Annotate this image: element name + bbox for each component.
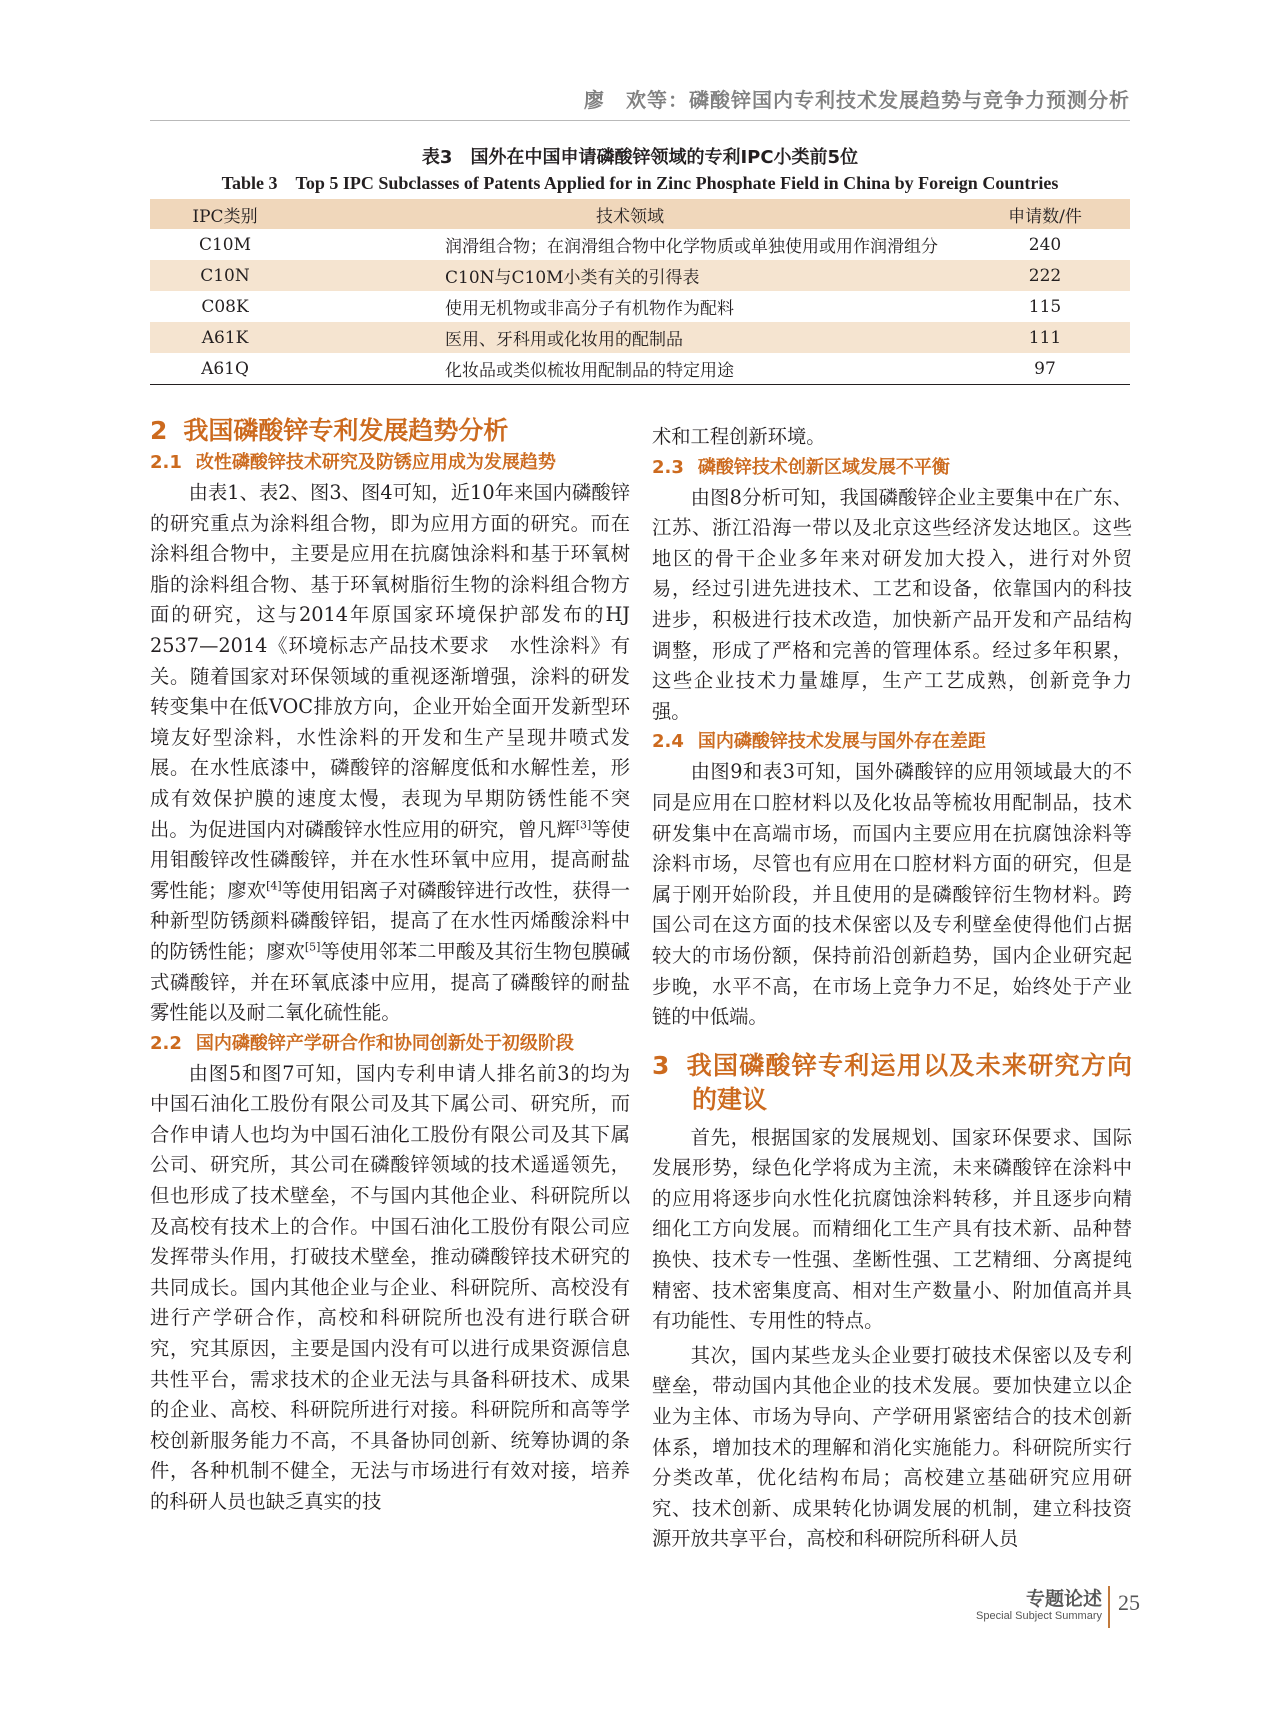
table-row xyxy=(150,229,1130,260)
section-2-4-heading xyxy=(652,727,1132,757)
section-title: 我国磷酸锌专利运用以及未来研究方向的建议 xyxy=(685,1050,1132,1114)
cell-count: 97 xyxy=(1034,358,1056,379)
section-title: 国内磷酸锌产学研合作和协同创新处于初级阶段 xyxy=(195,1032,574,1054)
footer-section-zh: 专题论述 xyxy=(1025,1588,1102,1610)
cell-ipc: C10N xyxy=(150,260,300,291)
section-2-3-heading xyxy=(652,453,1132,483)
section-3-heading xyxy=(652,1049,1132,1117)
table-row xyxy=(150,291,1130,322)
cell-count: 111 xyxy=(960,322,1130,353)
cell-field: 化妆品或类似梳妆用配制品的特定用途 xyxy=(445,361,734,381)
paragraph-2-4: 由图9和表3可知，国外磷酸锌的应用领域最大的不同是应用在口腔材料以及化妆品等梳妆用配制品，技术研发集中在高端市场，而国内主要应用在抗腐蚀涂料等涂料市场，尽管也有应用在口腔材料方面的研究，但是属于刚开始阶段，并且使用的是磷酸锌衍生物材料。跨国公司在这方面的技术保密以及专利壁垒使得他们占据较大的市场份额，保持前沿创新趋势，国内企业研究起步晚，水平不高，在市场上竞争力不足，始终处于产业链的中低端。 xyxy=(652,760,1132,1029)
cell-count: 115 xyxy=(1028,296,1062,317)
citation-ref: [5] xyxy=(304,940,321,954)
section-title: 我国磷酸锌专利发展趋势分析 xyxy=(183,416,509,445)
page-number: 25 xyxy=(1118,1590,1140,1615)
column-header-ipc: IPC类别 xyxy=(150,199,300,229)
column-header-field: 技术领域 xyxy=(300,199,960,229)
section-number: 2 xyxy=(150,416,168,445)
paragraph-3-first: 首先，根据国家的发展规划、国家环保要求、国际发展形势，绿色化学将成为主流，未来磷酸锌在涂料中的应用将逐步向水性化抗腐蚀涂料转移，并且逐步向精细化工方向发展。而精细化工生产具有技术新、品种替换快、技术专一性强、垄断性强、工艺精细、分离提纯精密、技术密集度高、相对生产数量小、附加值高并具有功能性、专用性的特点。 xyxy=(652,1125,1132,1333)
section-2-heading xyxy=(150,414,630,448)
section-number: 2.3 xyxy=(652,456,684,478)
left-column xyxy=(150,414,630,1518)
cell-field: 润滑组合物；在润滑组合物中化学物质或单独使用或用作润滑组分 xyxy=(445,237,938,257)
cell-field: 医用、牙科用或化妆用的配制品 xyxy=(300,322,960,353)
cell-field: 使用无机物或非高分子有机物作为配料 xyxy=(445,299,734,319)
cell-count: 222 xyxy=(960,260,1130,291)
cell-ipc: C10M xyxy=(198,234,252,255)
section-number: 2.2 xyxy=(150,1032,182,1054)
column-header-count: 申请数/件 xyxy=(960,199,1130,229)
citation-ref: [4] xyxy=(266,879,282,893)
right-column xyxy=(652,422,1132,1555)
cell-count: 240 xyxy=(1028,234,1062,255)
ipc-table xyxy=(150,199,1130,385)
section-title: 磷酸锌技术创新区域发展不平衡 xyxy=(697,456,950,478)
table-caption-zh: 表3 国外在中国申请磷酸锌领域的专利IPC小类前5位 xyxy=(421,147,859,168)
running-header xyxy=(150,84,1130,121)
section-title: 改性磷酸锌技术研究及防锈应用成为发展趋势 xyxy=(195,452,556,473)
cell-ipc: A61K xyxy=(150,322,300,353)
section-number: 2.1 xyxy=(150,452,182,473)
paragraph-2-2: 由图5和图7可知，国内专利申请人排名前3的均为中国石油化工股份有限公司及其下属公司、研究所，而合作申请人也均为中国石油化工股份有限公司及其下属公司、研究所，其公司在磷酸锌领域的技术遥遥领先，但也形成了技术壁垒，不与国内其他企业、科研院所以及高校有技术上的合作。中国石油化工股份有限公司应发挥带头作用，打破技术壁垒，推动磷酸锌技术研究的共同成长。国内其他企业与企业、科研院所、高校没有进行产学研合作，高校和科研院所也没有进行联合研究，究其原因，主要是国内没有可以进行成果资源信息共性平台，需求技术的企业无法与具备科研技术、成果的企业、高校、科研院所进行对接。科研院所和高等学校创新服务能力不高，不具备协同创新、统筹协调的条件，各种机制不健全，无法与市场进行有效对接，培养的科研人员也缺乏真实的技 xyxy=(150,1061,630,1513)
section-2-2-heading xyxy=(150,1029,630,1059)
table-row xyxy=(150,353,1130,385)
section-2-1-heading xyxy=(150,448,630,478)
table-header-row xyxy=(150,199,1130,229)
cell-field: C10N与C10M小类有关的引得表 xyxy=(300,260,960,291)
table-row xyxy=(150,260,1130,291)
footer-section-en: Special Subject Summary xyxy=(976,1610,1102,1622)
citation-ref: [3] xyxy=(575,818,592,832)
paragraph-2-3: 由图8分析可知，我国磷酸锌企业主要集中在广东、江苏、浙江沿海一带以及北京这些经济发达地区。这些地区的骨干企业多年来对研发加大投入，进行对外贸易，经过引进先进技术、工艺和设备，依靠国内的科技进步，积极进行技术改造，加快新产品开发和产品结构调整，形成了严格和完善的管理体系。经过多年积累，这些企业技术力量雄厚，生产工艺成熟，创新竞争力强。 xyxy=(652,485,1132,723)
running-title: 廖 欢等：磷酸锌国内专利技术发展趋势与竞争力预测分析 xyxy=(584,88,1130,112)
paragraph-2-1: 由表1、表2、图3、图4可知，近10年来国内磷酸锌的研究重点为涂料组合物，即为应用方面的研究。而在涂料组合物中，主要是应用在抗腐蚀涂料和基于环氧树脂的涂料组合物、基于环氧树脂衍生物的涂料组合物方面的研究，这与2014年原国家环境保护部发布的HJ 2537—2014《环境标志产品技术要求 水性涂料》有关。随着国家对环保领域的重视逐渐增强，涂料的研发转变集中在低VOC排放方向，企业开始全面开发新型环境友好型涂料，水性涂料的开发和生产呈现井喷式发展。在水性底漆中，磷酸锌的溶解度低和水解性差，形成有效保护膜的速度太慢，表现为早期防锈性能不突出。为促进国内对磷酸锌水性应用的研究，曾凡辉[3]等使用钼酸锌改性磷酸锌，并在水性环氧中应用，提高耐盐雾性能；廖欢[4]等使用铝离子对磷酸锌进行改性，获得一种新型防锈颜料磷酸锌铝，提高了在水性丙烯酸涂料中的防锈性能；廖欢[5]等使用邻苯二甲酸及其衍生物包膜碱式磷酸锌，并在环氧底漆中应用，提高了磷酸锌的耐盐雾性能以及耐二氧化硫性能。 xyxy=(150,481,631,1025)
paragraph-2-2-continued: 术和工程创新环境。 xyxy=(652,425,826,448)
ipc-table-block xyxy=(150,146,1130,385)
cell-ipc: A61Q xyxy=(201,358,249,379)
paragraph-3-second: 其次，国内某些龙头企业要打破技术保密以及专利壁垒，带动国内其他企业的技术发展。要加快建立以企业为主体、市场为导向、产学研用紧密结合的技术创新体系，增加技术的理解和消化实施能力。科研院所实行分类改革，优化结构布局；高校建立基础研究应用研究、技术创新、成果转化协调发展的机制，建立科技资源开放共享平台，高校和科研院所科研人员 xyxy=(652,1343,1132,1551)
section-number: 2.4 xyxy=(652,731,684,753)
table-caption-en: Table 3 Top 5 IPC Subclasses of Patents Applied for in Zinc Phosphate Field in China by Foreign Countries xyxy=(221,173,1059,193)
cell-ipc: C08K xyxy=(201,296,249,317)
section-number: 3 xyxy=(652,1050,670,1080)
table-row xyxy=(150,322,1130,353)
footer-divider xyxy=(1108,1586,1110,1628)
section-title: 国内磷酸锌技术发展与国外存在差距 xyxy=(697,731,986,753)
